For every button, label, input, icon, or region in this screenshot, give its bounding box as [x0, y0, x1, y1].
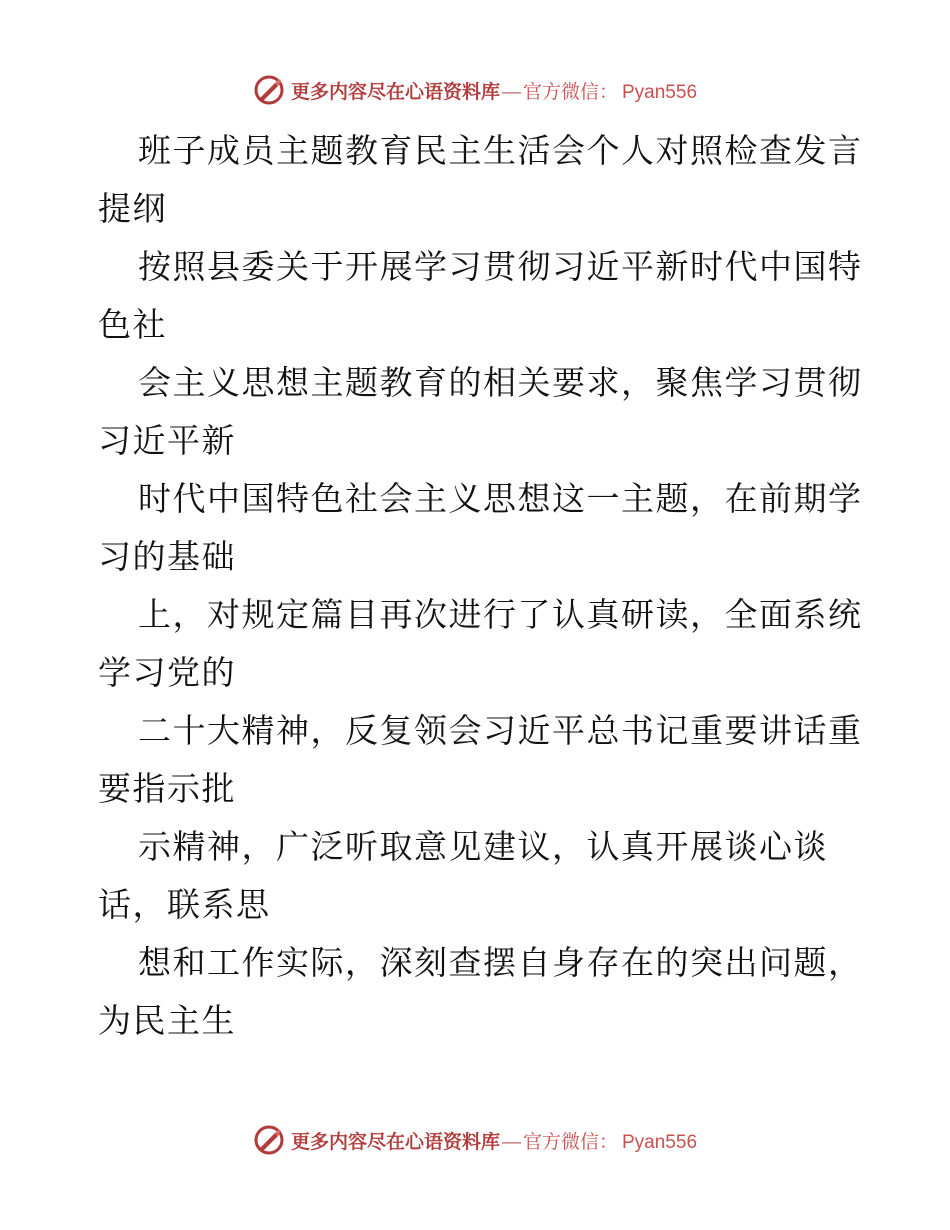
banner-main-text: 更多内容尽在心语资料库 — [290, 1130, 500, 1153]
banner-wechat-label: 官方微信： — [522, 1130, 618, 1153]
document-body — [98, 122, 863, 1050]
footer-banner — [0, 1120, 950, 1160]
text-line: 时代中国特色社会主义思想这一主题，在前期学 — [138, 479, 863, 518]
text-line: 二十大精神，反复领会习近平总书记重要讲话重 — [138, 711, 863, 750]
header-banner — [0, 70, 950, 110]
text-line: 班子成员主题教育民主生活会个人对照检查发言 — [138, 131, 863, 170]
text-line: 学习党的 — [98, 653, 236, 692]
logo-icon — [253, 74, 285, 106]
banner-main-text: 更多内容尽在心语资料库 — [290, 80, 500, 103]
text-line: 示精神，广泛听取意见建议，认真开展谈心谈 — [138, 827, 828, 866]
text-line: 色社 — [98, 305, 167, 344]
banner-dash: — — [501, 81, 521, 103]
banner-dash: — — [501, 1131, 521, 1153]
text-line: 按照县委关于开展学习贯彻习近平新时代中国特 — [138, 247, 863, 286]
text-line: 上，对规定篇目再次进行了认真研读，全面系统 — [138, 595, 863, 634]
text-line: 会主义思想主题教育的相关要求，聚焦学习贯彻 — [138, 363, 863, 402]
text-line: 话，联系思 — [98, 885, 271, 924]
text-line: 要指示批 — [98, 769, 236, 808]
text-line: 习的基础 — [98, 537, 236, 576]
text-line: 为民主生 — [98, 1001, 236, 1040]
banner-text — [291, 1127, 697, 1154]
text-line: 习近平新 — [98, 421, 236, 460]
banner-wechat-label: 官方微信： — [522, 80, 618, 103]
text-line: 想和工作实际，深刻查摆自身存在的突出问题， — [138, 943, 863, 982]
banner-wechat-id: Pyan556 — [622, 1131, 698, 1153]
banner-text — [291, 77, 697, 104]
logo-icon — [253, 1124, 285, 1156]
text-line: 提纲 — [98, 189, 167, 228]
banner-wechat-id: Pyan556 — [622, 81, 698, 103]
